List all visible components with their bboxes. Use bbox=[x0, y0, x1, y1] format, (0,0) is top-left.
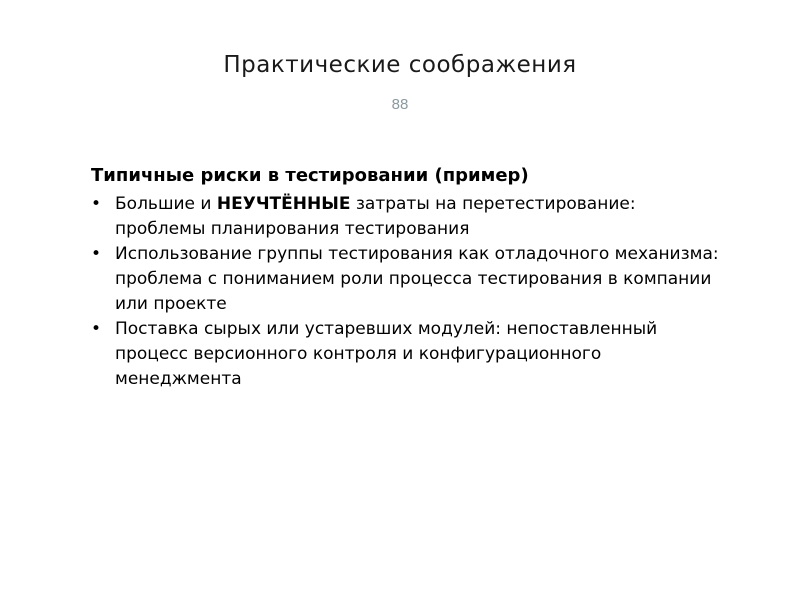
list-item bbox=[91, 192, 731, 242]
section-heading: Типичные риски в тестировании (пример) bbox=[91, 165, 529, 186]
list-item bbox=[91, 317, 731, 392]
bullet-list bbox=[91, 192, 731, 392]
page-number: 88 bbox=[391, 96, 409, 113]
bullet-icon: • bbox=[91, 194, 102, 214]
list-item-emphasis: НЕУЧТЁННЫЕ bbox=[216, 194, 351, 214]
list-item bbox=[91, 242, 731, 317]
slide-content bbox=[91, 164, 731, 392]
list-item-text: Использование группы тестирования как отладочного механизма: проблема с пониманием роли процесса тестирования в компании или проекте bbox=[115, 244, 719, 314]
list-item-text-post: затраты на перетестирование: проблемы планирования тестирования bbox=[115, 194, 636, 239]
list-item-text: Поставка сырых или устаревших модулей: непоставленный процесс версионного контроля и конфигурационного менеджмента bbox=[115, 319, 658, 389]
bullet-icon: • bbox=[91, 244, 102, 264]
list-item-text-pre: Большие и bbox=[115, 194, 217, 214]
slide-title: Практические соображения bbox=[223, 52, 577, 78]
bullet-icon: • bbox=[91, 319, 102, 339]
